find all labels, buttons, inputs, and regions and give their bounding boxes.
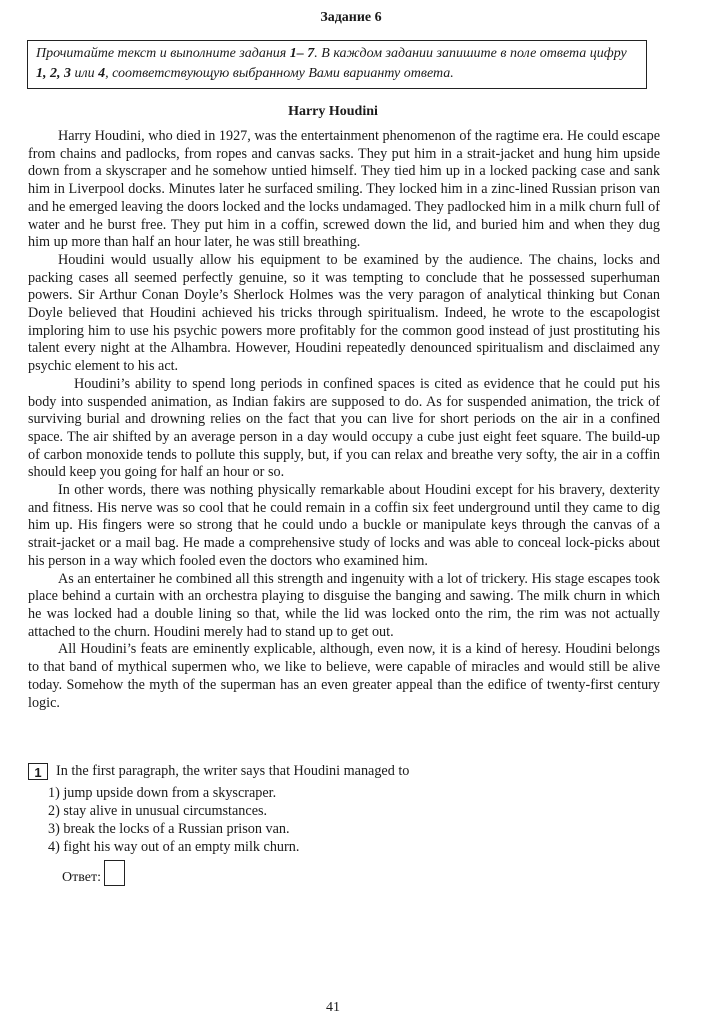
instruction-last-digit: 4 xyxy=(98,66,106,81)
page-number: 41 xyxy=(326,1000,340,1015)
instruction-text-3: , соответствующую выбранному Вами варианту ответа. xyxy=(105,66,454,81)
instruction-or: или xyxy=(71,66,99,81)
instruction-text-1: Прочитайте текст и выполните задания xyxy=(36,46,290,61)
task-title: Задание 6 xyxy=(320,10,382,25)
paragraph-3: Houdini’s ability to spend long periods in confined spaces is cited as evidence that he could put his body into suspended animation, as Indian fakirs are supposed to do. As for suspended animation, the trick of surviving burial and drowning relies on the fact that you can live for short periods on the air in a confined space. The air shifted by an average person in a day would occupy a cube just eight feet square. The build-up of carbon monoxide tends to pollute this supply, but, if you can relax and breathe very softy, the air in a coffin should keep you going for half an hour or so. xyxy=(28,375,660,481)
paragraph-1: Harry Houdini, who died in 1927, was the entertainment phenomenon of the ragtime era. He could escape from chains and padlocks, from ropes and canvas sacks. They put him in a strait-jacket and hung him upside down from a skyscraper and he somehow untied himself. They tied him up in a locked packing case and sank him in Liverpool docks. Minutes later he surfaced smiling. They locked him in a zinc-lined Russian prison van and he emerged leaving the doors locked and the locks undamaged. They padlocked him in a milk churn full of water and he burst free. They put him in a coffin, screwed down the lid, and buried him and when they dug him up more than half an hour later, he was still breathing. xyxy=(28,128,660,251)
paragraph-2: Houdini would usually allow his equipment to be examined by the audience. The chains, locks and packing cases all seemed perfectly genuine, so it was tempting to conclude that he possessed superhuman powers. Sir Arthur Conan Doyle’s Sherlock Holmes was the very paragon of analytical thinking but Conan Doyle believed that Houdini achieved his tricks through spiritualism. Indeed, he wrote to the escapologist imploring him to use his psychic powers more profitably for the common good instead of just prostituting his talent every night at the Alhambra. However, Houdini repeatedly denounced spiritualism and disclaimed any psychic element to his act. xyxy=(28,251,660,375)
answer-row xyxy=(62,860,125,886)
article-title: Harry Houdini xyxy=(288,104,378,119)
option-2: 2) stay alive in unusual circumstances. xyxy=(48,803,268,819)
instruction-digits: 1, 2, 3 xyxy=(36,66,71,81)
question-stem: In the first paragraph, the writer says that Houdini managed to xyxy=(56,763,410,779)
option-4: 4) fight his way out of an empty milk churn. xyxy=(48,839,300,855)
instruction-text-2: . В каждом задании запишите в поле ответа цифру xyxy=(314,46,627,61)
article-body xyxy=(28,128,660,712)
question-stem-line xyxy=(28,762,660,780)
option-1: 1) jump upside down from a skyscraper. xyxy=(48,785,277,801)
answer-box[interactable] xyxy=(104,860,125,886)
question-number: 1 xyxy=(28,763,48,780)
answer-options xyxy=(28,784,660,856)
instruction-box xyxy=(27,40,647,89)
option-3: 3) break the locks of a Russian prison van. xyxy=(48,821,290,837)
answer-label: Ответ: xyxy=(62,870,101,885)
paragraph-4: In other words, there was nothing physically remarkable about Houdini except for his bravery, dexterity and fitness. His nerve was so cool that he could remain in a coffin six feet underground until they came to dig him up. His fingers were so strong that he could undo a buckle or manipulate keys through the canvas of a strait-jacket or a mail bag. He made a comprehensive study of locks and was able to conceal lock-picks about his person in a way which fooled even the doctors who examined him. xyxy=(28,482,660,569)
paragraph-5: As an entertainer he combined all this strength and ingenuity with a lot of trickery. His stage escapes took place behind a curtain with an orchestra playing to disguise the banging and sawing. The milk churn in which he was locked had a double lining so that, while the lid was locked onto the rim, the rim was not actually attached to the churn. Houdini merely had to stand up to get out. xyxy=(28,570,660,640)
question-1 xyxy=(28,762,660,856)
instruction-range: 1– 7 xyxy=(289,46,315,61)
paragraph-6: All Houdini’s feats are eminently explicable, although, even now, it is a kind of heresy. Houdini belongs to that band of mythical supermen who, we like to believe, were capable of miracles and would still be alive today. Somehow the myth of the superman has an even greater appeal than the edifice of twenty-first century logic. xyxy=(28,641,660,711)
